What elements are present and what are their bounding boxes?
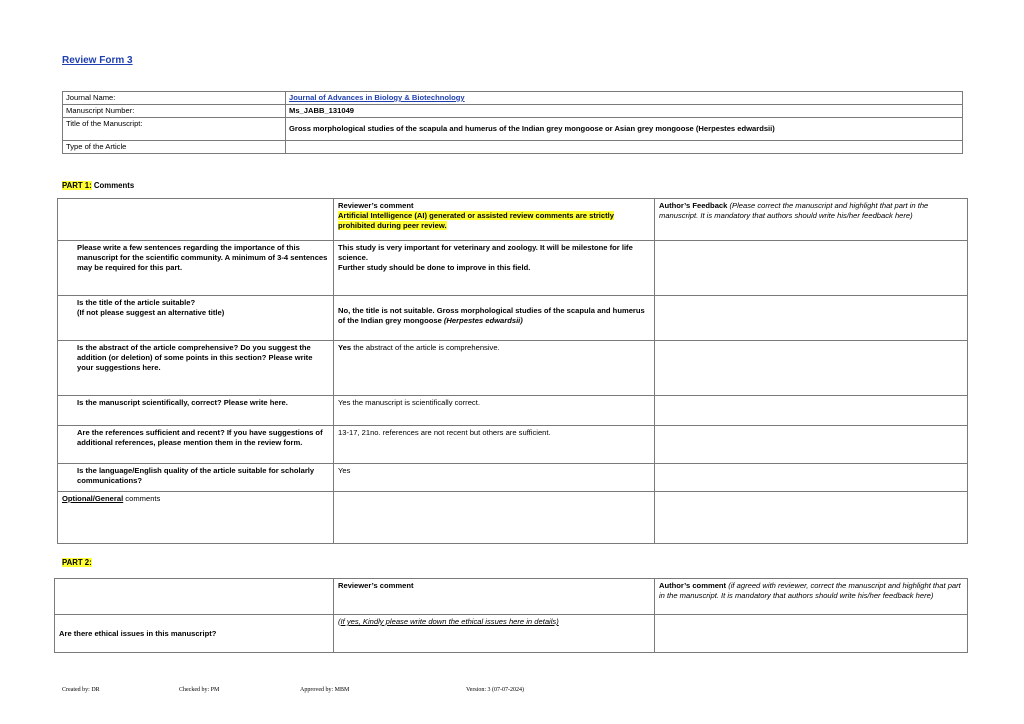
table-row <box>58 426 968 464</box>
part1-header-empty <box>58 199 334 241</box>
part2-author-heading: Author’s comment <box>659 581 727 590</box>
author-feedback-cell[interactable] <box>655 296 968 341</box>
journal-link[interactable]: Journal of Advances in Biology & Biotechnology <box>289 93 465 102</box>
part2-header-empty <box>55 579 334 615</box>
question-abstract: Is the abstract of the article comprehensive? Do you suggest the addition (or deletion) of some points in this section? Please write your suggestions here. <box>58 341 334 396</box>
optional-comments-reviewer[interactable] <box>334 492 655 544</box>
author-feedback-heading: Author’s Feedback <box>659 201 728 210</box>
part1-comments-table <box>57 198 968 544</box>
author-feedback-cell[interactable] <box>655 241 968 296</box>
part1-header-row <box>58 199 968 241</box>
comment-language[interactable]: Yes <box>334 464 655 492</box>
optional-comments-label <box>58 492 334 544</box>
part1-header-author <box>655 199 968 241</box>
reviewer-comment-heading: Reviewer’s comment <box>338 201 414 210</box>
footer-approved-by: Approved by: MBM <box>300 687 350 693</box>
author-feedback-cell[interactable] <box>655 396 968 426</box>
comment-importance-line2: Further study should be done to improve in this field. <box>338 262 531 272</box>
comment-abstract-yes: Yes <box>338 343 352 352</box>
ethical-issues-hint: (If yes, Kindly please write down the ethical issues here in details) <box>338 617 559 626</box>
manuscript-info-table <box>62 91 963 154</box>
comment-title[interactable] <box>334 296 655 341</box>
author-feedback-cell[interactable] <box>655 464 968 492</box>
comment-abstract[interactable] <box>334 341 655 396</box>
comment-references[interactable]: 13-17, 21no. references are not recent but others are sufficient. <box>334 426 655 464</box>
table-row <box>58 296 968 341</box>
part2-header-author <box>655 579 968 615</box>
article-type-value <box>286 140 963 153</box>
manuscript-title-label: Title of the Manuscript: <box>63 117 286 140</box>
optional-comments-author[interactable] <box>655 492 968 544</box>
comment-title-species: (Herpestes edwardsii) <box>443 315 523 325</box>
question-references: Are the references sufficient and recent? If you have suggestions of additional references, please mention them in the review form. <box>58 426 334 464</box>
table-row <box>55 615 968 653</box>
ai-prohibited-note <box>338 211 650 231</box>
author-feedback-instructions: (Please correct the manuscript and highlight that part in the manuscript. It is mandatory that authors should write his/her feedback here) <box>659 201 929 220</box>
part2-label <box>62 558 92 567</box>
manuscript-title-row <box>63 117 963 140</box>
comment-scientific[interactable]: Yes the manuscript is scientifically correct. <box>334 396 655 426</box>
journal-value <box>286 92 963 105</box>
article-type-label: Type of the Article <box>63 140 286 153</box>
question-language: Is the language/English quality of the article suitable for scholarly communications? <box>58 464 334 492</box>
comment-abstract-rest: the abstract of the article is comprehensive. <box>351 343 500 352</box>
manuscript-title-value: Gross morphological studies of the scapula and humerus of the Indian grey mongoose or Asian grey mongoose (Herpestes edwardsii) <box>286 117 963 140</box>
part2-ethics-table <box>54 578 968 653</box>
manuscript-number-value: Ms_JABB_131049 <box>286 104 963 117</box>
ethical-issues-author[interactable] <box>655 615 968 653</box>
journal-row <box>63 92 963 105</box>
optional-general-label: Optional/General <box>62 494 124 503</box>
manuscript-number-label: Manuscript Number: <box>63 104 286 117</box>
question-title-line2: (If not please suggest an alternative title) <box>77 307 225 317</box>
journal-label: Journal Name: <box>63 92 286 105</box>
footer-checked-by: Checked by: PM <box>179 687 220 693</box>
question-ethical-issues: Are there ethical issues in this manuscript? <box>55 615 334 653</box>
table-row <box>58 341 968 396</box>
table-row <box>58 241 968 296</box>
part2-reviewer-heading: Reviewer’s comment <box>334 579 655 615</box>
table-row <box>58 464 968 492</box>
part1-header-reviewer <box>334 199 655 241</box>
part2-author-instructions: (if agreed with reviewer, correct the manuscript and highlight that part in the manuscript. It is mandatory that authors should write his/her feedback here) <box>659 581 961 600</box>
question-title <box>58 296 334 341</box>
optional-comments-row <box>58 492 968 544</box>
question-title-line1: Is the title of the article suitable? <box>77 298 196 307</box>
part1-label <box>62 181 134 190</box>
part1-label-suffix: Comments <box>91 181 135 190</box>
question-scientific: Is the manuscript scientifically, correct? Please write here. <box>58 396 334 426</box>
author-feedback-cell[interactable] <box>655 426 968 464</box>
footer-version: Version: 3 (07-07-2024) <box>466 687 524 693</box>
part1-label-prefix: PART 1: <box>62 181 92 190</box>
part2-label-text: PART 2: <box>62 558 92 567</box>
author-feedback-cell[interactable] <box>655 341 968 396</box>
comment-title-text: No, the title is not suitable. Gross morphological studies of the scapula and humerus of the Indian grey mongoose <box>338 306 645 325</box>
comment-importance[interactable] <box>334 241 655 296</box>
manuscript-number-row <box>63 104 963 117</box>
form-title: Review Form 3 <box>62 55 133 66</box>
ethical-issues-reviewer[interactable] <box>334 615 655 653</box>
part2-header-row <box>55 579 968 615</box>
article-type-row <box>63 140 963 153</box>
table-row <box>58 396 968 426</box>
optional-comments-suffix: comments <box>123 494 161 503</box>
question-importance: Please write a few sentences regarding the importance of this manuscript for the scientific community. A minimum of 3-4 sentences may be required for this part. <box>58 241 334 296</box>
comment-importance-line1: This study is very important for veterinary and zoology. It will be milestone for life science. <box>338 243 633 262</box>
ai-prohibited-note-text: Artificial Intelligence (AI) generated or assisted review comments are strictly prohibited during peer review. <box>338 210 615 230</box>
footer-created-by: Created by: DR <box>62 687 100 693</box>
